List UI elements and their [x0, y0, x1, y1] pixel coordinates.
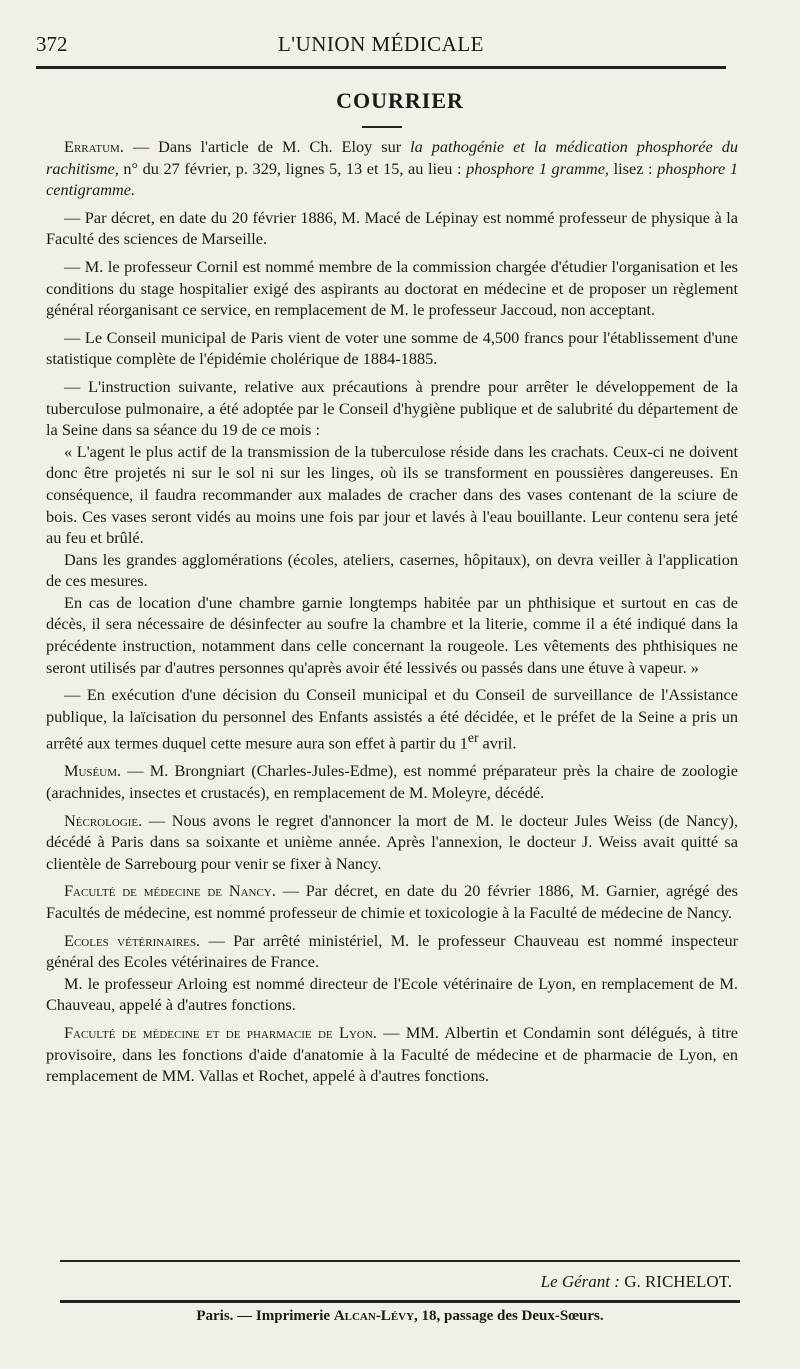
necrologie-text: — Nous avons le regret d'annoncer la mort de M. le docteur Jules Weiss (de Nancy), décédé à Paris dans sa soixante et unième année. Après l'annexion, le docteur J. Weiss avait quitté sa clientèle de Sarrebourg pour venir se fixer à Nancy.: [46, 810, 738, 873]
museum-lead: Muséum.: [64, 761, 122, 781]
veterinaires-lead: Ecoles vétérinaires.: [64, 930, 201, 950]
gerant-name: G. RICHELOT.: [619, 1272, 732, 1291]
header-rule: [36, 66, 726, 69]
paragraph-ecoles-veterinaires: [46, 930, 738, 973]
section-title: COURRIER: [336, 88, 464, 113]
title-rule: [362, 126, 402, 128]
erratum-text-1: — Dans l'article de M. Ch. Eloy sur: [123, 137, 411, 156]
erratum-text-3: lisez :: [609, 158, 658, 178]
nancy-lead: Faculté de médecine de Nancy.: [64, 881, 276, 901]
quote-paragraph-2: Dans les grandes agglomérations (écoles, ateliers, casernes, hôpitaux), on devra veiller à l'application de ces mesures.: [46, 549, 738, 591]
quote-paragraph-3: En cas de location d'une chambre garnie longtemps habitée par un phthisique et surtout en cas de décès, il sera nécessaire de désinfecter au soufre la chambre et la literie, comme il a été indiqué dans la précédente instruction, notamment dans celle concernant la rougeole. Les vêtements des phthisiques ne seront utilisés par d'autres personnes qu'après avoir été lessivés ou passés dans une étuve à vapeur. »: [46, 592, 738, 677]
laicisation-text: — En exécution d'une décision du Conseil municipal et du Conseil de surveillance de l'Assistance publique, la laïcisation du personnel des Enfants assistés a été décidée, et le préfet de la Seine a pris un arrêté aux termes duquel cette mesure aura son effet à partir du 1: [46, 685, 738, 753]
lyon-lead: Faculté de médecine et de pharmacie de Lyon.: [64, 1022, 377, 1042]
page-header: [36, 32, 726, 60]
erratum-title: la pathogénie et la médication phosphorée du rachitisme,: [46, 137, 739, 178]
paragraph-faculte-nancy: [46, 880, 738, 923]
paragraph-necrologie: [46, 810, 738, 875]
imprint-text-2: , 18, passage des Deux-Sœurs.: [414, 1308, 604, 1324]
paragraph-laicisation: [46, 684, 738, 754]
paragraph-erratum: [46, 136, 738, 201]
quote-paragraph-1: « L'agent le plus actif de la transmission de la tuberculose réside dans les crachats. Ceux-ci ne doivent donc être projetés ni sur le sol ni sur les linges, où ils se transforment en poussières dangereuses. En conséquence, il faudra recommander aux malades de cracher dans des vases contenant de la sciure de bois. Ces vases seront vidés au moins une fois par jour et lavés à l'eau bouillante. Leur contenu sera jeté au feu et brûlé.: [46, 441, 738, 548]
lyon-text: — MM. Albertin et Condamin sont délégués, à titre provisoire, dans les fonctions d'aide d'anatomie à la Faculté de médecine et de pharmacie de Lyon, en remplacement de MM. Vallas et Rochet, appelé à d'autres fonctions.: [46, 1022, 738, 1086]
museum-text: — M. Brongniart (Charles-Jules-Edme), est nommé préparateur près la chaire de zoologie (arachnides, insectes et crustacés), en remplacement de M. Moleyre, décédé.: [46, 761, 738, 803]
paragraph-instruction: — L'instruction suivante, relative aux précautions à prendre pour arrêter le développement de la tuberculose pulmonaire, a été adoptée par le Conseil d'hygiène publique et de salubrité du département de la Seine dans sa séance du 19 de ce mois :: [46, 376, 738, 440]
article-body: [46, 136, 738, 1093]
imprint-printer-name: Alcan-Lévy: [333, 1308, 415, 1324]
printer-imprint: [60, 1308, 740, 1325]
erratum-wrong: phosphore 1 gramme,: [466, 158, 609, 178]
erratum-text-2: n° du 27 février, p. 329, lignes 5, 13 et 15, au lieu :: [118, 158, 467, 178]
paragraph-cornil: — M. le professeur Cornil est nommé membre de la commission chargée d'étudier l'organisation et les conditions du stage hospitalier exigé des aspirants au doctorat en médecine et de proposer un règlement général réorganisant ce service, en remplacement de M. le professeur Jaccoud, non acceptant.: [46, 256, 738, 320]
paragraph-faculte-lyon: [46, 1022, 738, 1087]
imprint-text-1: Paris. — Imprimerie: [196, 1308, 334, 1324]
veterinaires-text: — Par arrêté ministériel, M. le professeur Chauveau est nommé inspecteur général des Ecoles vétérinaires de France.: [46, 930, 739, 972]
paragraph-museum: [46, 760, 738, 803]
running-title: L'UNION MÉDICALE: [277, 32, 484, 56]
necrologie-lead: Nécrologie.: [64, 810, 143, 830]
gerant-label: Le Gérant :: [540, 1272, 620, 1291]
paragraph-conseil-municipal: — Le Conseil municipal de Paris vient de voter une somme de 4,500 francs pour l'établissement d'une statistique complète de l'épidémie cholérique de 1884-1885.: [46, 327, 738, 369]
page-number: 372: [36, 32, 68, 56]
paragraph-mace-lepinay: — Par décret, en date du 20 février 1886, M. Macé de Lépinay est nommé professeur de physique à la Faculté des sciences de Marseille.: [46, 207, 738, 249]
footer-rule-top: [60, 1260, 740, 1262]
erratum-correct: phosphore 1 centigramme.: [46, 158, 738, 200]
laicisation-superscript: er: [467, 730, 479, 746]
paragraph-arloing: M. le professeur Arloing est nommé directeur de l'Ecole vétérinaire de Lyon, en remplacement de M. Chauveau, appelé à d'autres fonctions.: [46, 973, 738, 1015]
nancy-text: — Par décret, en date du 20 février 1886, M. Garnier, agrégé des Facultés de médecine, est nommé professeur de chimie et toxicologie à la Faculté de médecine de Nancy.: [46, 881, 738, 923]
laicisation-end: avril.: [478, 733, 517, 753]
gerant-signature: [60, 1272, 732, 1292]
footer-rule-bottom: [60, 1300, 740, 1303]
erratum-lead: Erratum.: [64, 137, 124, 156]
